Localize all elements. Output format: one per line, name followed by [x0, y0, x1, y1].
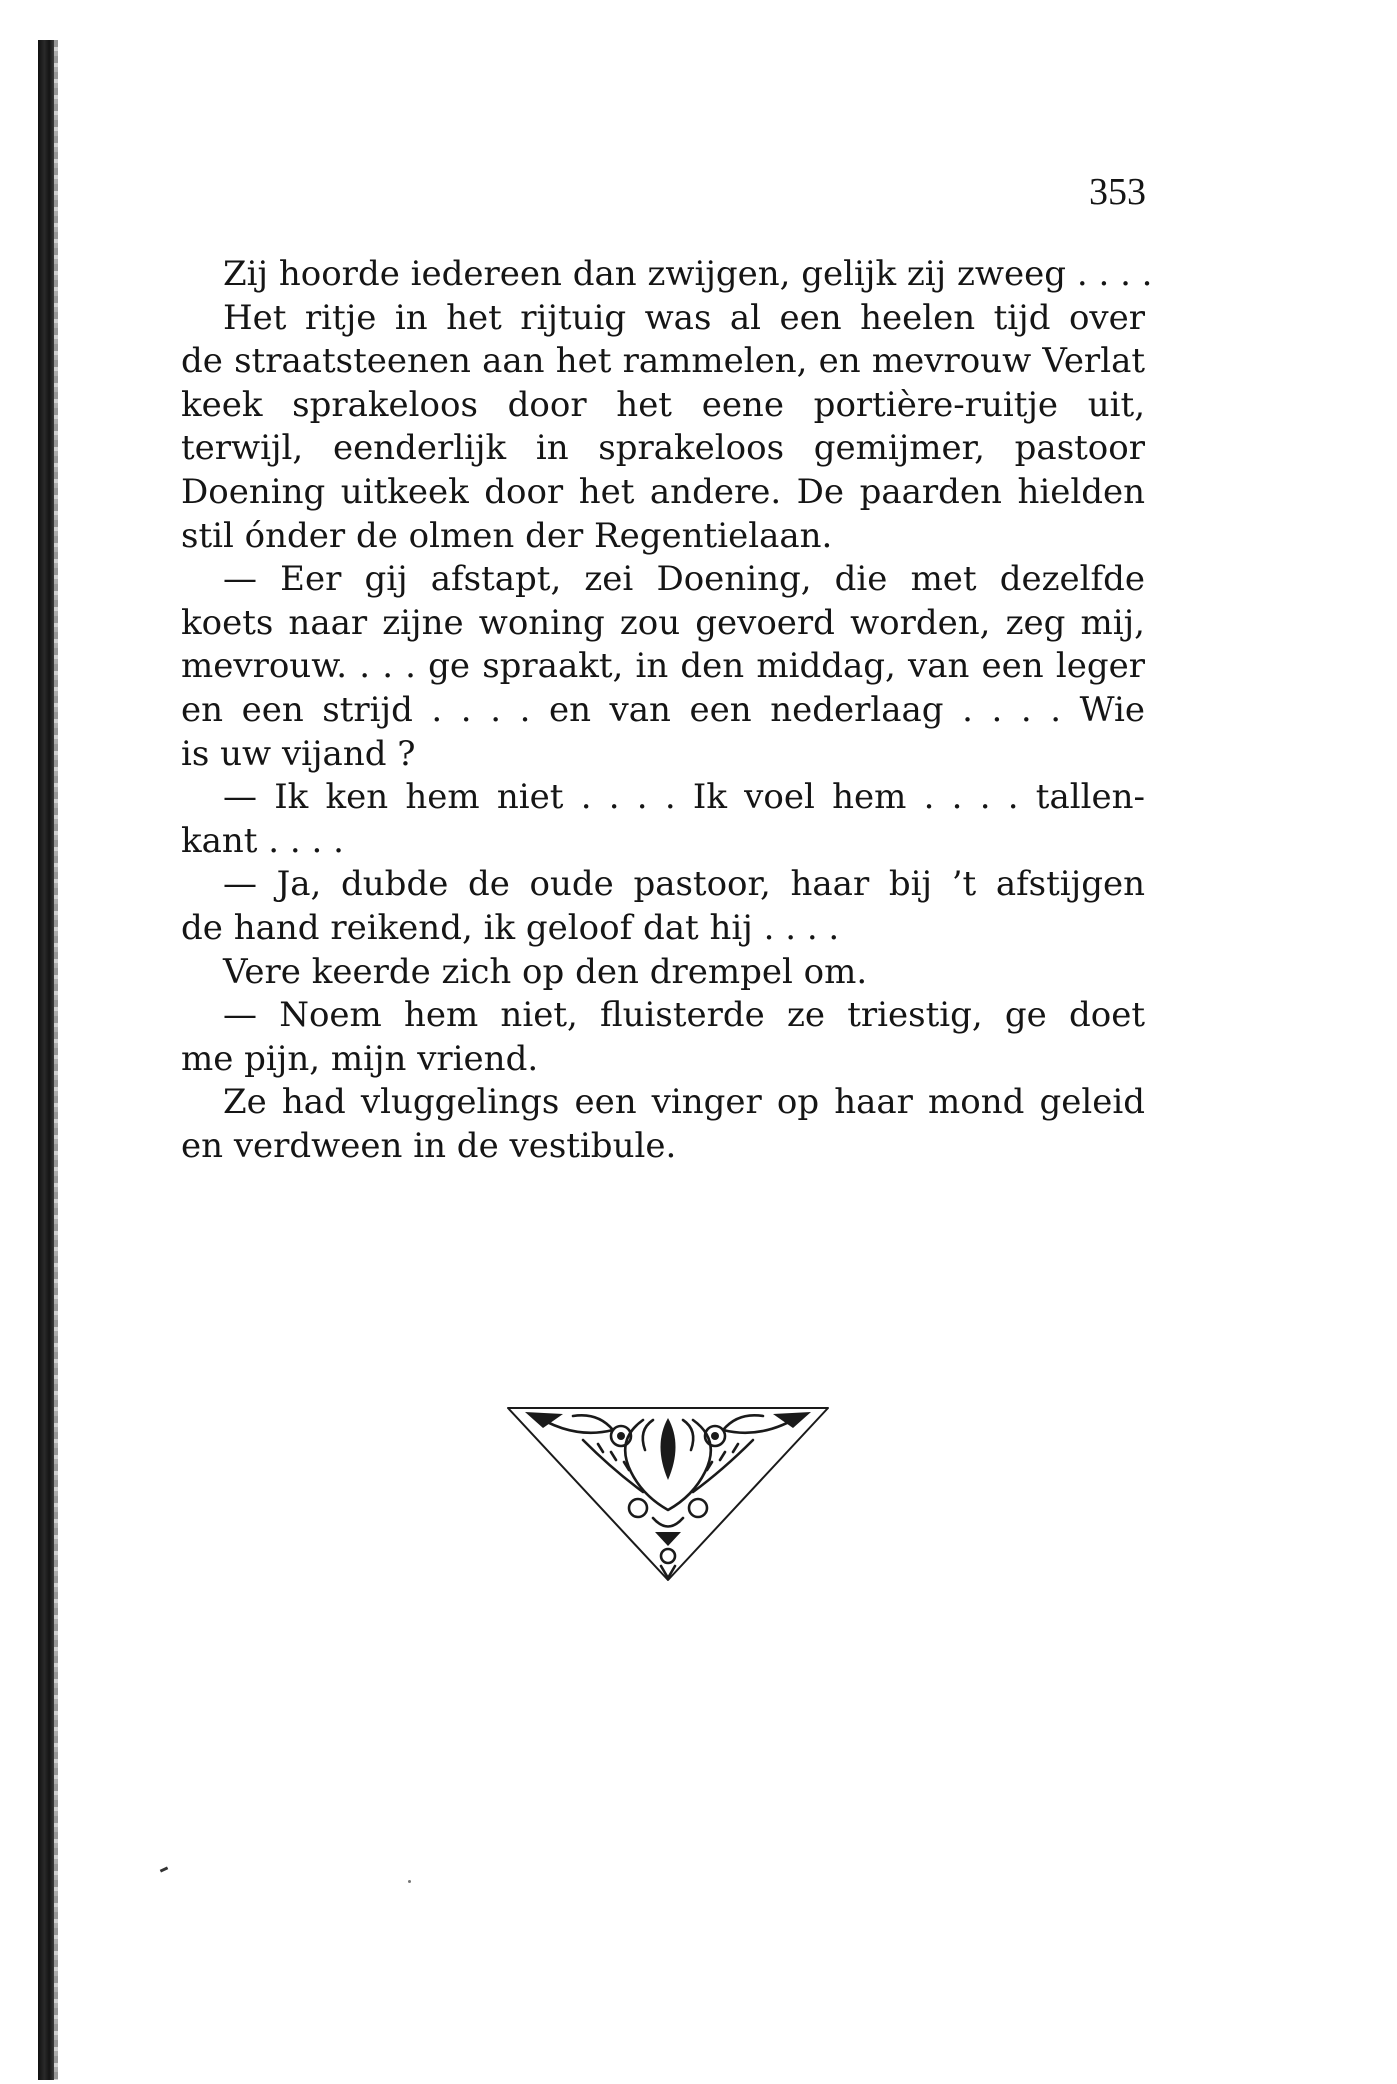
book-spine-shadow	[54, 40, 58, 2080]
text-line: Doening uitkeek door het andere. De paarden hielden	[181, 471, 1145, 512]
text-line: kant . . . .	[181, 820, 344, 861]
text-line: Ze had vluggelings een vinger op haar mond geleid	[223, 1082, 1145, 1123]
text-line: me pijn, mijn vriend.	[181, 1038, 539, 1079]
text-line: — Eer gij afstapt, zei Doening, die met dezelfde	[223, 559, 1145, 600]
text-line: — Noem hem niet, fluisterde ze triestig, ge doet	[223, 995, 1145, 1036]
text-line: en verdween in de vestibule.	[181, 1125, 677, 1166]
text-line: de hand reikend, ik geloof dat hij . . . .	[181, 907, 840, 948]
text-line: terwijl, eenderlijk in sprakeloos gemijmer, pastoor	[181, 428, 1145, 469]
text-line: Het ritje in het rijtuig was al een heelen tijd over	[223, 297, 1145, 338]
text-line: en een strijd . . . . en van een nederlaag . . . . Wie	[181, 689, 1145, 730]
stray-ink-dot	[408, 1880, 411, 1883]
book-spine-edge	[38, 40, 54, 2080]
page-number: 353	[1089, 171, 1146, 213]
text-line: keek sprakeloos door het eene portière-ruitje uit,	[181, 384, 1145, 425]
text-line: Zij hoorde iedereen dan zwijgen, gelijk zij zweeg . . . .	[223, 254, 1153, 294]
text-line: de straatsteenen aan het rammelen, en mevrouw Verlat	[181, 341, 1145, 382]
text-line: Vere keerde zich op den drempel om.	[223, 951, 868, 992]
text-line: koets naar zijne woning zou gevoerd worden, zeg mij,	[181, 602, 1145, 643]
text-line: mevrouw. . . . ge spraakt, in den middag, van een leger	[181, 646, 1145, 687]
tailpiece-ornament-icon	[503, 1400, 833, 1585]
text-line: — Ik ken hem niet . . . . Ik voel hem . . . . tallen-	[223, 777, 1145, 818]
stray-ink-mark	[160, 1866, 169, 1872]
text-line: is uw vijand ?	[181, 733, 416, 774]
body-text	[181, 253, 1153, 1168]
text-line: stil ónder de olmen der Regentielaan.	[181, 515, 833, 556]
text-line: — Ja, dubde de oude pastoor, haar bij ’t afstijgen	[223, 864, 1145, 905]
